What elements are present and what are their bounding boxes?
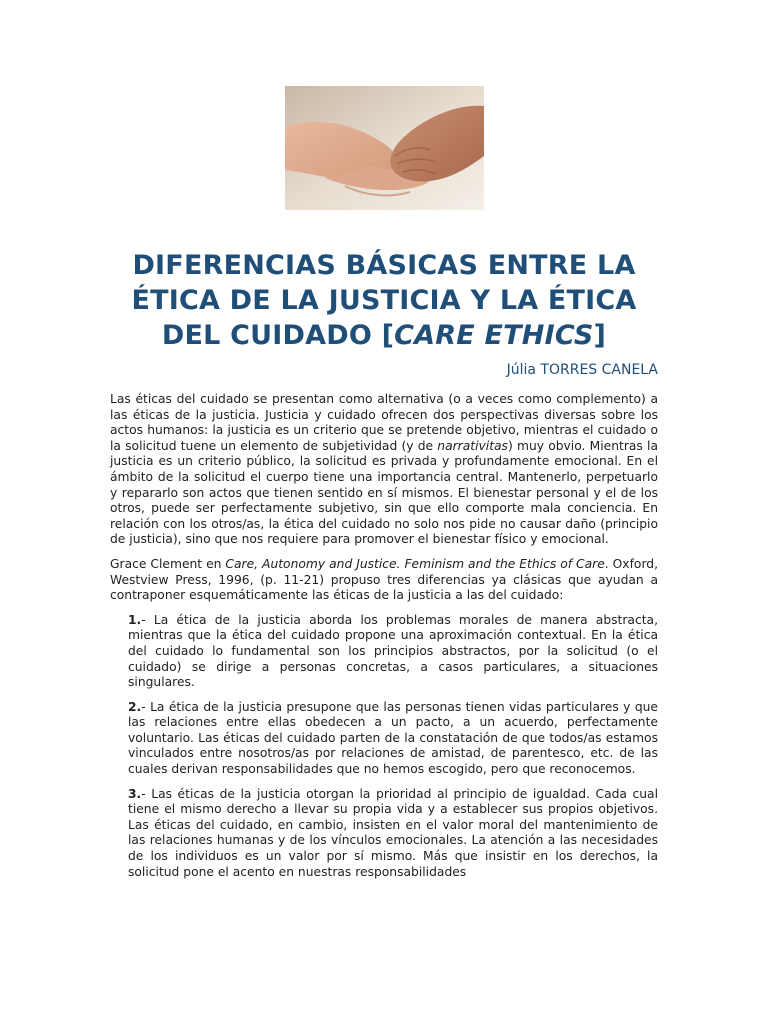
document-body [110, 392, 658, 889]
item-text: - La ética de la justicia aborda los problemas morales de manera abstracta, mientras que la ética del cuidado propone una aproximación contextual. En la ética del cuidado lo fundamental son los principios abstractos, por la solicitud (o el cuidado) se dirige a personas concretas, a casos particulares, a situaciones singulares. [128, 612, 658, 690]
citation-book-title: Care, Autonomy and Justice. Feminism and the Ethics of Care [225, 556, 605, 571]
title-line-3-start: DEL CUIDADO [ [161, 320, 395, 351]
hands-photo [285, 86, 484, 210]
paragraph-citation [110, 557, 658, 604]
item-number: 3. [128, 786, 142, 801]
list-item [128, 787, 658, 881]
intro-text-b: ) muy obvio. Mientras la justicia es un criterio público, la solicitud es privada y profundamente emocional. En el ámbito de la solicitud el cuerpo tiene una importancia central. Mantenerlo, perpetuarlo y repararlo son actos que tienen sentido en sí mismos. El bienestar personal y el de los otros, puede ser perfectamente subjetivo, sin que ello comporte mala conciencia. En relación con los otros/as, la ética del cuidado no solo nos pide no causar daño (principio de justicia), sino que nos requiere para promover el bienestar físico y emocional. [110, 438, 658, 547]
list-item [128, 613, 658, 691]
hands-image [285, 86, 484, 210]
title-line-3-end: ] [593, 320, 607, 351]
item-text: - La ética de la justicia presupone que las personas tienen vidas particulares y que las relaciones entre ellas obedecen a un pacto, a un acuerdo, perfectamente voluntario. Las éticas del cuidado parten de la constatación de que todos/as estamos vinculados entre nosotros/as por relaciones de amistad, de parentesco, etc. de las cuales derivan responsabilidades que no hemos escogido, pero que reconocemos. [128, 699, 658, 777]
intro-emphasis: narrativitas [437, 438, 508, 453]
title-line-2: ÉTICA DE LA JUSTICIA Y LA ÉTICA [131, 285, 637, 316]
author-name: Júlia TORRES CANELA [506, 362, 658, 378]
title-care-ethics: CARE ETHICS [394, 320, 594, 351]
list-item [128, 700, 658, 778]
citation-text-a: Grace Clement en [110, 556, 226, 571]
paragraph-intro [110, 392, 658, 548]
document-title [100, 248, 668, 353]
citation-text-b: . Oxford, Westview Press, 1996, (p. 11-21) propuso tres diferencias ya clásicas que ayudan a contraponer esquemáticamente las éticas de la justicia a las del cuidado: [110, 556, 658, 603]
item-text: - Las éticas de la justicia otorgan la prioridad al principio de igualdad. Cada cual tiene el mismo derecho a llevar su propia vida y a establecer sus propios objetivos. Las éticas del cuidado, en cambio, insisten en el valor moral del mantenimiento de las relaciones humanas y de los vínculos emocionales. La atención a las necesidades de los individuos es un valor por sí mismo. Más que insistir en los derechos, la solicitud pone el acento en nuestras responsabilidades [128, 786, 658, 879]
title-line-1: DIFERENCIAS BÁSICAS ENTRE LA [132, 250, 636, 281]
intro-text-a: Las éticas del cuidado se presentan como alternativa (o a veces como complemento) a las éticas de la justicia. Justicia y cuidado ofrecen dos perspectivas diversas sobre los actos humanos: la justicia es un criterio que se pretende objetivo, mientras el cuidado o la solicitud tuene un elemento de subjetividad (y de [110, 392, 658, 453]
item-number: 2. [128, 699, 142, 714]
item-number: 1. [128, 612, 142, 627]
